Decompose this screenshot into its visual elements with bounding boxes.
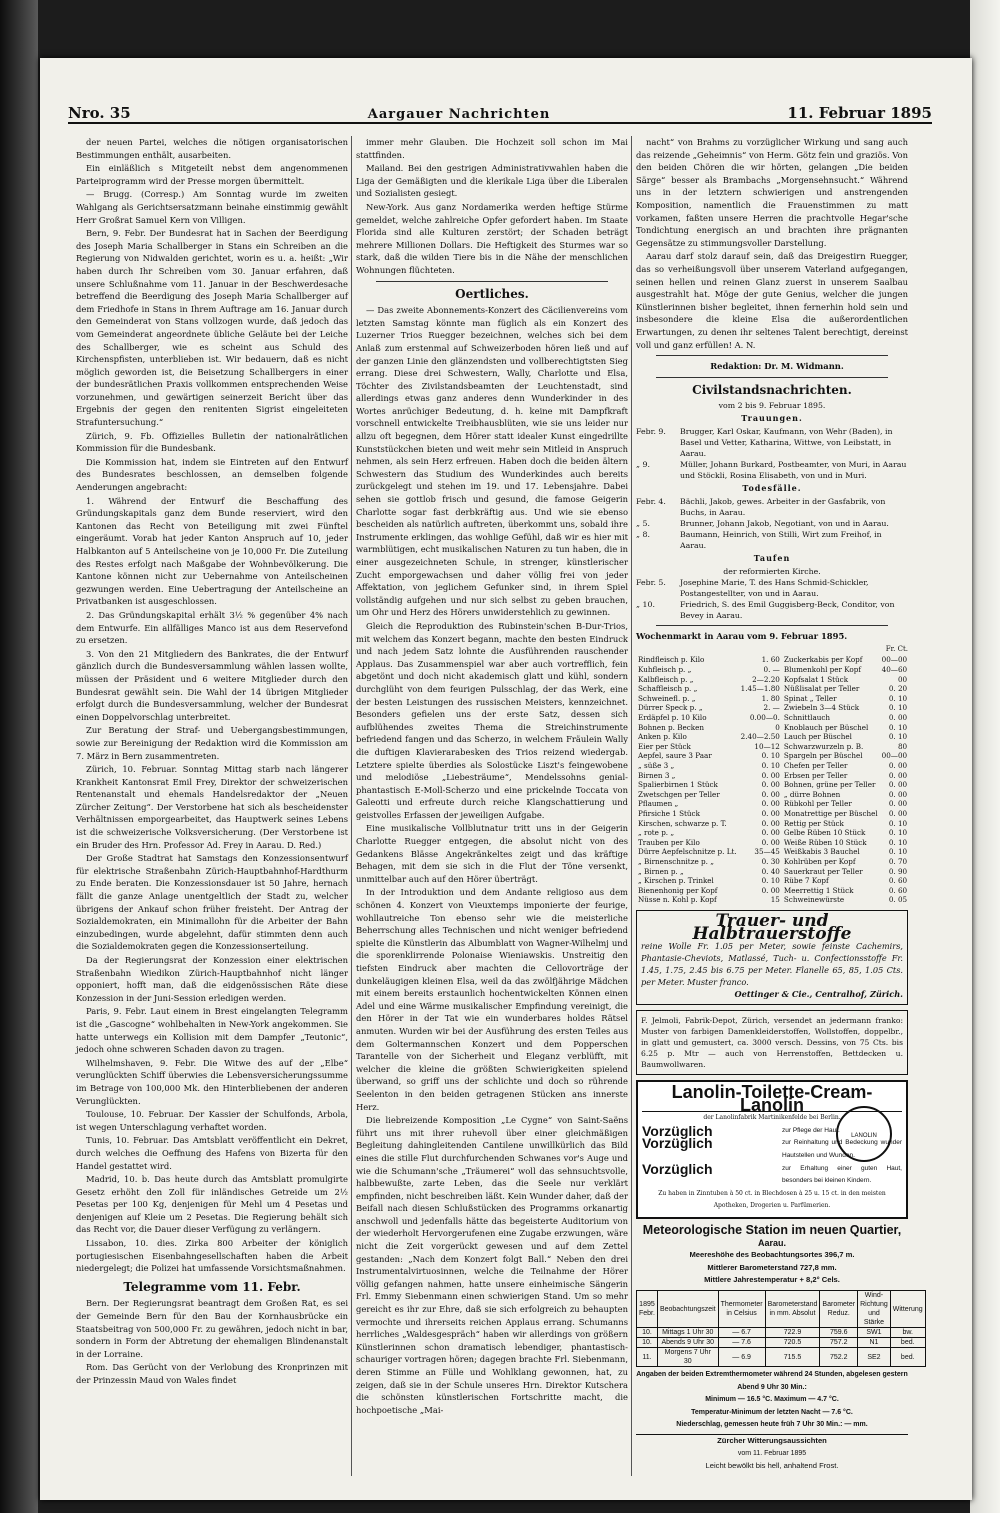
meteo-cell: 715.5 [765, 1348, 820, 1367]
article-paragraph: Wilhelmshaven, 9. Febr. Die Witwe des auf der „Elbe“ verunglückten Schiff überwies die Lebensversicherungssumme im Betrage von 100,000 Mk. den Hinterbliebenen der anderen Verunglückten. [76, 1057, 348, 1106]
markt-row [636, 857, 909, 867]
meteo-footer: Niederschlag, gemessen heute früh 7 Uhr 30 Min.: — mm. [676, 1421, 868, 1429]
meteo-row [637, 1338, 926, 1348]
markt-price: 0. 00 [888, 789, 908, 799]
markt-item: Kuhfleisch p. „ [638, 665, 692, 675]
markt-price: 1. 80 [761, 693, 780, 703]
markt-price: 0. 60 [888, 885, 908, 895]
markt-price: 35—45 [754, 847, 780, 857]
issue-date: 11. Februar 1895 [787, 104, 932, 122]
markt-item: Rindfleisch p. Kilo [638, 655, 705, 665]
lanolin-title: Lanolin-Toilette-Cream-Lanolin [642, 1086, 902, 1112]
meteo-row [637, 1348, 926, 1367]
newspaper-title: Aargauer Nachrichten [367, 107, 551, 122]
markt-row [636, 732, 909, 742]
column-rule [351, 136, 352, 1476]
oertliches-heading: Oertliches. [455, 286, 529, 301]
markt-item: Zuckerkabis per Kopf [783, 655, 863, 665]
meteo-cell: bw. [890, 1328, 925, 1338]
markt-item: „ süße 3 „ [638, 761, 675, 770]
markt-price: 0. 00 [761, 799, 780, 809]
markt-price: 0. 10 [888, 732, 908, 742]
meteo-col-header: Witterung [890, 1291, 925, 1328]
civil-text: Bächli, Jakob, gewes. Arbeiter in der Gasfabrik, von Buchs, in Aarau. [680, 497, 886, 518]
markt-item: Kirschen, schwarze p. T. [638, 818, 727, 828]
issue-number: Nro. 35 [68, 104, 131, 122]
civil-entry [636, 529, 908, 551]
markt-item: Gelbe Rüben 10 Stück [783, 828, 866, 838]
civil-date: Febr. 9. [636, 427, 666, 437]
lanolin-desc: zur Pflege der Haut. [782, 1126, 840, 1134]
markt-row [636, 703, 909, 713]
markt-price: 0. 00 [888, 713, 908, 723]
article-paragraph: Gleich die Reproduktion des Rubinstein'schen B-Dur-Trios, mit welchem das Konzert begann, machte den besten Eindruck und nach jedem Satz lohnte die Ausführenden rauschender Applaus. Das Zusammenspiel war aber auch vortrefflich, fein abgetönt und doch nicht akademisch glatt und kühl, sondern durchglüht von dem feurigen Pulsschlag, der das Werk, eine der besten Leistungen des russischen Meisters, kennzeichnet. Besonders gefielen uns der erste Satz, dessen sich aufblühendes zweites Thema die Streichinstrumente befriedend fangen und das Scherzo, in welchem Fräulein Wally die duftigen Klavierarabesken des Trios reizend wiedergab. Letztere spielte überdies als Solostücke Liszt's feingewobene und melodiöse „Liebesträume“, Mendelssohns genial-phantastisch E-Moll-Scherzo und eine prickelnde Toccata von Galeotti und erfreute durch reiche Klangschattierung und geistvolles Erfassen der jeweiligen Aufgabe. [356, 620, 628, 820]
markt-row [636, 742, 909, 752]
meteo-cell: Abends 9 Uhr 30 [657, 1338, 718, 1348]
markt-price: 0. 00 [888, 808, 908, 818]
article-paragraph: Da der Regierungsrat der Konzession einer elektrischen Straßenbahn Wiedikon Zürich-Hauptbahnhof nicht länger opponiert, hofft man, daß die eidgenössischen Räte diese Konzession in der Juni-Session erledigen werden. [76, 955, 348, 1003]
markt-price: 0. 60 [888, 876, 908, 886]
markt-row [636, 723, 909, 733]
telegramme-heading: Telegramme vom 11. Febr. [123, 1279, 301, 1294]
markt-item: Birnen 3 „ [638, 770, 676, 780]
article-paragraph: Zürich, 10. Februar. Sonntag Mittag starb nach längerer Krankheit Kantonsrat Emil Frey, Direktor der schweizerischen Rentenanstalt und ehemals Handelsredaktor der „Neuen Zürcher Zeitung“. Der Verstorbene hat sich als bescheidenster Verhältnissen emporgearbeitet, das Hauptwerk seines Lebens ist die schweizerische Volksversicherung. (Der Verstorbene ist ein Bruder des Hrn. Professor Ad. Frey in Aarau. D. Red.) [76, 764, 348, 850]
lanolin-footer: Zu haben in Zinntuben à 50 ct. in Blechdosen à 25 u. 15 ct. in den meisten Apotheken, Drogerien u. Parfümerien. [658, 1189, 886, 1210]
meteo-cell: Mittags 1 Uhr 30 [657, 1328, 718, 1338]
section-divider [656, 355, 888, 356]
markt-row [636, 867, 909, 877]
civil-text: Müller, Johann Burkard, Postbeamter, von Muri, in Aarau und Stöckli, Rosina Elisabeth, von und in Muri. [680, 460, 907, 481]
markt-row [636, 819, 909, 829]
lanolin-desc: zur Reinhaltung und Bedeckung wunder Hautstellen und Wunden. [782, 1139, 902, 1160]
lanolin-seal-icon: LANOLIN [836, 1106, 892, 1162]
lanolin-desc: zur Erhaltung einer guten Haut, besonders bei kleinen Kindern. [782, 1164, 902, 1185]
markt-price: 0. 05 [888, 895, 908, 905]
meteo-forecast-date: vom 11. Februar 1895 [737, 1449, 807, 1457]
markt-price: 0. 10 [888, 703, 908, 713]
markt-item: Pflaumen „ [638, 799, 679, 809]
markt-item: Kopfsalat 1 Stück [783, 674, 849, 684]
meteo-row [637, 1328, 926, 1338]
markt-item: Meerrettig 1 Stück [783, 885, 854, 895]
meteo-cell: Morgens 7 Uhr 30 [657, 1348, 718, 1367]
meteo-footer: Minimum — 16.5 °C. Maximum — 4.7 °C. [705, 1396, 839, 1404]
article-paragraph: nacht“ von Brahms zu vorzüglicher Wirkung und sang auch das reizende „Geheimnis“ von Herm. Götz fein und graziös. Von den beiden Chören die wir hörten, gelangen „Die beiden Särge“ besser als Brambachs „Morgensehnsucht.“ Während uns in der letztern schwierigen und anstrengenden Komposition, namentlich die Frauenstimmen zu matt vorkamen, faßten unsere Herren die prachtvolle Hegar'sche Tondichtung energisch an und brachten ihre prägnanten Gegensätze zu stimmungsvoller Darstellung. [636, 137, 908, 248]
markt-price: 2.40—2.50 [740, 732, 780, 742]
markt-row [636, 761, 909, 771]
markt-price: 0. 00 [761, 828, 780, 838]
meteo-cell: 759.6 [820, 1328, 858, 1338]
civil-date: „ 9. [636, 460, 650, 470]
column-1 [76, 136, 348, 1476]
article-paragraph: Bern, 9. Febr. Der Bundesrat hat in Sachen der Beerdigung des Joseph Maria Schallberger in Stans ein Schreiben an die Regierung von Nidwalden gerichtet, worin es u. a. heißt: „Wir haben durch Ihr Schreiben vom 30. Januar erfahren, daß unsere Schlußnahme vom 11. Januar in der Beschwerdesache betreffend die Beerdigung des Joseph Maria Schallberger auf dem Friedhofe in Stans in Ihrem Auftrage am 16. Januar durch den Gemeinderat von Stans vollzogen wurde, daß jedoch das vom Gemeinderat angeordnete übliche Geläute bei der Leiche des Schallberger, wie es scheint aus Schuld des Kirchenspfisten, unterblieben ist. Wir bedauern, daß es nicht möglich geworden ist, die Beisetzung Schallbergers in einer der bundesrätlichen Praxis vollkommen entsprechenden Weise vorzunehmen, und gewärtigen seinerzeit Bericht über das Ergebnis der gegen den renitenten Sigrist eingeleiteten Strafuntersuchung.“ [76, 228, 348, 428]
column-3 [636, 136, 923, 1476]
civilstand-section [636, 400, 908, 621]
markt-price: 1.45—1.80 [740, 684, 780, 694]
civil-date: „ 10. [636, 600, 655, 610]
markt-row [636, 886, 909, 896]
article-paragraph: 2. Das Gründungskapital erhält 3½ % gegenüber 4% nach dem Entwurfe. Ein allfälliges Manco ist aus dem Reservefond zu ersetzen. [76, 609, 348, 646]
markt-item: „ Birnenschnitze p. „ [638, 856, 714, 866]
markt-item: Rübkohl per Teller [783, 799, 852, 809]
markt-price: 10—12 [754, 741, 780, 751]
meteo-cell: 10. [637, 1338, 658, 1348]
markt-price: 0. 00 [761, 780, 780, 790]
markt-price: 0. 00 [761, 837, 780, 847]
markt-price: 0. 00 [761, 885, 780, 895]
civil-entry [636, 577, 908, 599]
meteo-line: Mittlerer Barometerstand 727,8 mm. [707, 1262, 837, 1272]
meteo-heading: Meteorologische Station im neuen Quartier, [642, 1223, 902, 1238]
meteo-line: Meereshöhe des Beobachtungsortes 396,7 m. [689, 1250, 855, 1260]
meteo-cell: bed. [890, 1338, 925, 1348]
article-paragraph: Die liebreizende Komposition „Le Cygne“ von Saint-Saëns führt uns mit ihrer ruhevoll über einer gleichmäßigen Begleitung dahingleitenden Cantilene unwillkürlich das Bild eines die stille Flut durchfurchenden Schwanes vor's Auge und wie die Schumann'sche „Träumerei“ woll das sehnsuchtsvolle, halbbewußte, zarte Leben, das die Seele nur verklärt empfinden, nicht beschreiben läßt. Kein Wunder daher, daß der Beifall nach diesen Schlußstücken des Programms orkanartig anschwoll und jedenfalls hätte das begeisterte Auditorium von der wiederholt Hervorgerufenen eine Zugabe erzwungen, wäre nicht die Zeit vorgerückt gewesen und auf dem Zettel gestanden: „Nach dem Konzert folgt Ball.“ Neben den drei Instrumentalvirtuosinnen, welche die Teilnahme der Hörer völlig gefangen nahmen, hatte unsere einheimische Sängerin Frl. Emmy Siebenmann einen schwierigen Stand. Um so mehr gereicht es ihr zur Ehre, daß sie sich erfolgreich zu behaupten vermochte und ihrerseits reichen Applaus errang. Schumanns herrliches „Waldesgespräch“ haben wir allerdings von größern Künstlerinnen schon dramatisch lebendiger, phantastisch-schauriger vortragen hören; dagegen brachte Frl. Siebenmann, deren Stimme an Fülle und Wohlklang gewonnen, hat, zu zeigen, daß sie in der Schule unseres Hrn. Direktor Kutschera die schönsten künstlerischen Fortschritte macht, die hochpoetische „Mai- [356, 1115, 628, 1415]
civilstand-range: vom 2 bis 9. Februar 1895. [718, 401, 826, 411]
meteo-cell: — 6.7 [718, 1328, 765, 1338]
markt-item: Dürrer Speck p. „ [638, 703, 703, 713]
markt-item: Erbsen per Teller [783, 770, 848, 780]
meteo-cell: 722.9 [765, 1328, 820, 1338]
column-rule [631, 136, 632, 1476]
meteo-col-header: Wind-Richtung und Stärke [858, 1291, 891, 1328]
trauerstoffe-ad [636, 910, 908, 1005]
ad-body: reine Wolle Fr. 1.05 per Meter, sowie feinste Cachemirs, Phantasie-Cheviots, Matlassé, Tuch- u. Confectionsstoffe Fr. 1.45, 1.75, 2.45 bis 6.75 per Meter. Flanelle 65, 85, 1.05 Cts. per Meter. Muster franco. [641, 941, 903, 988]
jelmoli-ad: F. Jelmoli, Fabrik-Depot, Zürich, versendet an jedermann franko: Muster von farbigen Damenkleiderstoffen, Wollstoffen, doppelbr., in glatt und gemustert, ca. 3000 versch. Dessins, von 75 Cts. bis 6.25 p. Mtr — auch von Herrenstoffen, Bettdecken u. Baumwollwaren. [636, 1010, 908, 1075]
lanolin-word: Vorzüglich [642, 1135, 713, 1152]
markt-item: Bohnen, grüne per Teller [783, 780, 876, 790]
markt-price: 0. 10 [761, 751, 780, 761]
markt-item: Erdäpfel p. 10 Kilo [638, 713, 707, 723]
telegram-item: Rom. Das Gerücht von der Verlobung des Kronprinzen mit der Prinzessin Maud von Wales findet [76, 1362, 348, 1385]
markt-item: Spalierbirnen 1 Stück [638, 780, 718, 790]
civil-date: Febr. 5. [636, 578, 666, 588]
meteo-cell: N1 [858, 1338, 891, 1348]
article-paragraph: Eine musikalische Vollblutnatur tritt uns in der Geigerin Charlotte Ruegger entgegen, die absolut nicht von des Gedankens Blässe Angekränkeltes zeigt und das kräftige Behagen, mit dem sie sich in die Flut der Töne versenkt, unmittelbar auch auf den Hörer überträgt. [356, 823, 628, 884]
lanolin-line [642, 1160, 902, 1188]
trauungen-label: Trauungen. [741, 413, 803, 424]
meteo-col-header: Beobachtungszeit [657, 1291, 718, 1328]
markt-item: „ Birnen p. „ [638, 866, 684, 876]
markt-table [636, 655, 909, 904]
telegram-item: Bern. Der Regierungsrat beantragt dem Großen Rat, es sei der Gemeinde Bern für den Bau der Kornhausbrücke ein Staatsbeitrag von 500,000 Fr. zu gewähren, jedoch nicht in bar, sondern in Form der Abtretung der ehemaligen Blindenanstalt in der Lorraine. [76, 1298, 348, 1359]
markt-item: Kalbfleisch p. „ [638, 674, 694, 684]
article-paragraph: Ein einläßlich s Mitgeteilt nebst dem angenommenen Parteiprogramm wird der Presse morgen übermittelt. [76, 163, 348, 186]
markt-item: Schweinefl. p. „ [638, 693, 696, 703]
markt-price: 0. 10 [888, 837, 908, 847]
markt-price: 15 [770, 895, 780, 905]
civil-text: Brugger, Karl Oskar, Kaufmann, von Wehr (Baden), in Basel und Vetter, Katharina, Wittwe, von Leibstatt, in Aarau. [680, 427, 893, 459]
meteo-cell: — 6.9 [718, 1348, 765, 1367]
civil-entry [636, 459, 908, 481]
markt-item: Knoblauch per Büschel [783, 722, 869, 732]
markt-price: 0. 70 [888, 856, 908, 866]
markt-row [636, 665, 909, 675]
meteo-cell: SW1 [858, 1328, 891, 1338]
lanolin-word: Vorzüglich [642, 1160, 713, 1177]
markt-price: 0. 00 [761, 808, 780, 818]
markt-item: Zwiebeln 3—4 Stück [783, 703, 860, 713]
markt-price: 1. 60 [761, 655, 780, 665]
meteo-col-header: 1895 Febr. [637, 1291, 658, 1328]
markt-price: 0. 20 [888, 684, 908, 694]
markt-price: 0. 10 [888, 847, 908, 857]
article-paragraph: Paris, 9. Febr. Laut einem in Brest eingelangten Telegramm ist die „Gascogne“ wohlbehalten in New-York angekommen. Sie hatte unterwegs ein Kollision mit dem Dampfer „Teutonic“, jedoch ohne schweren Schaden davon zu tragen. [76, 1006, 348, 1055]
civil-text: Baumann, Heinrich, von Stilli, Wirt zum Freihof, in Aarau. [680, 530, 882, 551]
markt-price: 0. 10 [888, 693, 908, 703]
markt-row [636, 675, 909, 685]
page-edge [970, 0, 1000, 1513]
article-paragraph: — Brugg. (Corresp.) Am Sonntag wurde im zweiten Wahlgang als Gerichtsersatzmann beinahe einstimmig gewählt Herr Großrat Samuel Kern von Villigen. [76, 189, 348, 225]
markt-price: 2—2.20 [752, 674, 780, 684]
markt-price: 0. 00 [888, 780, 908, 790]
meteo-cell: 720.5 [765, 1338, 820, 1348]
markt-item: Weißkabis 3 Bauchel [783, 847, 860, 857]
markt-item: Chefen per Teller [783, 761, 848, 770]
markt-item: Schaffleisch p. „ [638, 684, 698, 694]
markt-price: 00—00 [881, 751, 908, 761]
article-paragraph: Lissabon, 10. dies. Zirka 800 Arbeiter der königlich portugiesischen Eisenbahngesellschaften haben die Arbeit niedergelegt; die Polizei hat umfassende Vorsichtsmaßnahmen. [76, 1238, 348, 1274]
article-paragraph: Toulouse, 10. Februar. Der Kassier der Schulfonds, Arbola, ist wegen Unterschlagung verhaftet worden. [76, 1109, 348, 1132]
article-paragraph: der neuen Partei, welches die nötigen organisatorischen Bestimmungen enthält, ausarbeiten. [76, 137, 348, 160]
article-paragraph: Mailand. Bei den gestrigen Administrativwahlen haben die Liga der Gemäßigten und die klerikale Liga über die Liberalen und Sozialisten gesiegt. [356, 163, 628, 199]
meteo-place: Aarau. [757, 1237, 786, 1248]
markt-item: Lauch per Büschel [783, 732, 852, 742]
markt-price: 0. 10 [761, 761, 780, 770]
redaktion-line: Redaktion: Dr. M. Widmann. [710, 361, 844, 372]
section-divider [376, 281, 608, 282]
civil-date: Febr. 4. [636, 497, 666, 507]
markt-price: 2. — [763, 703, 780, 713]
markt-row [636, 684, 909, 694]
markt-price: 00—00 [881, 655, 908, 665]
markt-row [636, 799, 909, 809]
markt-price: 0. 10 [888, 818, 908, 828]
markt-row [636, 809, 909, 819]
taufen-label: Taufen [753, 553, 791, 564]
civilstand-heading: Civilstandsnachrichten. [692, 382, 852, 397]
article-paragraph: Die Kommission hat, indem sie Eintreten auf den Entwurf des Bundesrates beschlossen, an demselben folgende Aenderungen angebracht: [76, 456, 348, 493]
markt-row [636, 751, 909, 761]
markt-price: 0. 10 [888, 722, 908, 732]
masthead [68, 100, 932, 124]
markt-item: Pfirsiche 1 Stück [638, 808, 700, 818]
lanolin-word: Vorzüglich [642, 1122, 713, 1139]
markt-price: 0. 00 [761, 789, 780, 799]
markt-item: Schweinewürste [783, 895, 845, 905]
markt-item: Monatrettige per Büschel [783, 808, 878, 818]
markt-price: 0.00—0. [749, 713, 780, 723]
markt-row [636, 876, 909, 886]
article-paragraph: Tunis, 10. Februar. Das Amtsblatt veröffentlicht ein Dekret, durch welches die Oeffnung des Hafens von Bizerta für den Handel gestattet wird. [76, 1135, 348, 1171]
article-paragraph: Der Große Stadtrat hat Samstags den Konzessionsentwurf für elektrische Straßenbahn Zürich-Hauptbahnhof-Hardthurm zu Ende beraten. Die Konzessionsdauer ist 50 Jahre, hernach fällt die ganze Anlage unentgeltlich der Stadt zu, welcher übrigens der Ankauf schon früher freisteht. Der Antrag der Sozialdemokraten, ein Minimallohn für die Arbeiter der Bahn einzubedingen, wurde abgelehnt, dafür stimmten denn auch die Sozialdemokraten gegen die Konzessionserteilung. [76, 853, 348, 952]
taufen-sub: der reformierten Kirche. [723, 567, 821, 577]
markt-item: Dürre Aepfelschnitze p. Lt. [638, 847, 737, 857]
markt-row [636, 847, 909, 857]
markt-item: „ Kirschen p. Trinkel [638, 876, 714, 886]
markt-row [636, 713, 909, 723]
markt-item: Aepfel, saure 3 Paar [638, 751, 712, 761]
lanolin-ad [636, 1080, 908, 1219]
markt-row [636, 771, 909, 781]
markt-item: Spargeln per Büschel [783, 751, 863, 761]
article-paragraph: In der Introduktion und dem Andante religioso aus dem schönen 4. Konzert von Vieuxtemps imponierte der feurige, wohllautreiche Ton ebenso sehr wie die meisterliche Beherrschung alles Technischen und nicht weniger befriedend spielte die Künstlerin das Albumblatt von Wagner-Wilhelmj und die sporenklirrende Polonaise Wieniawskis. Unstreitig den tiefsten Eindruck aber machten die Cellovorträge der dunkeläugigen kleinen Elsa, weil da das zwölfjährige Mädchen mit einem bereits erstaunlich hochentwickelten Können einen Adel und eine Wärme musikalischer Empfindung vereinigt, die den Hörer in der Tat wie ein wunderbares holdes Rätsel anmuten. Wurden wir bei der Ausführung des ersten Teiles aus dem Goltermannschen Konzert und dem Popperschen Tarantelle von der Sicherheit und Eleganz verblüfft, mit welcher die kleine die größten Schwierigkeiten spielend überwand, so griff uns der schlichte und doch so rührende Seelenton in den beiden getragenen Stücken ans innerste Herz. [356, 887, 628, 1112]
markt-row [636, 655, 909, 665]
markt-price: 0. 00 [761, 818, 780, 828]
markt-price: 00 [897, 674, 908, 684]
markt-price: 0. — [763, 665, 780, 675]
markt-price: 40—60 [881, 665, 908, 675]
markt-item: Zwetschgen per Teller [638, 789, 720, 799]
book-binding [0, 0, 38, 1513]
markt-row [636, 895, 909, 905]
markt-price: 0 [775, 722, 780, 732]
civil-text: Josephine Marie, T. des Hans Schmid-Schickler, Postangestellter, von und in Aarau. [680, 578, 869, 599]
markt-item: Sauerkraut per Teller [783, 866, 863, 876]
column-2 [356, 136, 628, 1476]
markt-price: 0. 90 [888, 866, 908, 876]
markt-item: Weiße Rüben 10 Stück [783, 837, 867, 847]
markt-item: Rübe 7 Kopf [783, 876, 829, 886]
markt-item: Anken p. Kilo [638, 732, 687, 742]
markt-price: 80 [897, 741, 908, 751]
meteo-footer: Angaben der beiden Extremthermometer während 24 Stunden, abgelesen gestern Abend 9 Uhr 30 Min.: [636, 1371, 908, 1391]
meteo-col-header: Barometerstand in mm. Absolut [765, 1291, 820, 1328]
civil-text: Brunner, Johann Jakob, Negotiant, von und in Aarau. [680, 519, 889, 529]
markt-price: 0. 00 [888, 761, 908, 770]
markt-heading: Wochenmarkt in Aarau vom 9. Februar 1895. [636, 631, 848, 642]
article-paragraph: Zur Beratung der Straf- und Uebergangsbestimmungen, sowie zur Bereinigung der Redaktion wird die Kommission am 7. März in Bern zusammentreten. [76, 725, 348, 761]
meteo-cell: 11. [637, 1348, 658, 1367]
meteo-section [636, 1223, 923, 1473]
markt-item: Bienenhonig per Kopf [638, 885, 718, 895]
markt-row [636, 828, 909, 838]
civil-entry [636, 599, 908, 621]
article-paragraph: New-York. Aus ganz Nordamerika werden heftige Stürme gemeldet, welche zahlreiche Opfer gefordert haben. Im Staate Florida sind alle Kulturen zerstört; der Schaden beträgt mehrere Millionen Dollars. Die Heftigkeit des Sturmes war so stark, daß die wilden Tiere bis in die Nähe der menschlichen Wohnungen flüchteten. [356, 201, 628, 275]
meteo-cell: bed. [890, 1348, 925, 1367]
markt-price: 0. 00 [761, 770, 780, 780]
article-paragraph: immer mehr Glauben. Die Hochzeit soll schon im Mai stattfinden. [356, 137, 628, 160]
markt-item: Spinat „ Teller [783, 693, 837, 703]
markt-item: Bohnen p. Becken [638, 722, 705, 732]
markt-price: 0. 10 [761, 876, 780, 886]
markt-item: Kohlrüben per Kopf [783, 856, 856, 866]
civil-entry [636, 426, 908, 459]
markt-row [636, 780, 909, 790]
markt-price: 0. 00 [888, 799, 908, 809]
markt-row [636, 790, 909, 800]
meteo-forecast-title: Zürcher Witterungsaussichten [636, 1434, 908, 1448]
meteo-cell: 10. [637, 1328, 658, 1338]
meteo-cell: 757.2 [820, 1338, 858, 1348]
ad-firm: Oettinger & Cie., Centralhof, Zürich. [734, 989, 903, 1000]
meteo-footer: Temperatur-Minimum der letzten Nacht — 7.6 °C. [691, 1408, 853, 1416]
article-paragraph: Aarau darf stolz darauf sein, daß das Dreigestirn Ruegger, das so verheißungsvoll über unserem Vaterland aufgegangen, seinen hellen und reinen Glanz zuerst in unserem Saalbau ausgestrahlt hat. Möge der gute Genius, welcher die jungen Künstlerinnen bisher begleitet, ihnen fernerhin hold sein und insbesondere die kleine Elsa die außerordentlichen Erwartungen, zu denen ihr seltenes Talent berechtigt, dereinst voll und ganz erfüllen! A. N. [636, 251, 908, 350]
markt-item: „ rote p. „ [638, 828, 675, 838]
meteo-table [636, 1290, 926, 1367]
article-paragraph: — Das zweite Abonnements-Konzert des Cäcilienvereins vom letzten Samstag könnte man füglich als ein Konzert des Luzerner Trios Ruegger bezeichnen, welches sich bei dem Anlaß zum erstenmal auf Schweizerboden hören ließ und auf der ganzen Linie den glänzendsten und vollberechtigtsten Sieg errang. Diese drei Schwestern, Wally, Charlotte und Elsa, Töchter des Zivilstandsbeamten der Leuchtenstadt, sind allerdings etwas ganz anderes denn Wunderkinder in des Wortes anrüchiger Bedeutung, d. h. keine mit Dampfkraft vorschnell entwickelte Treibhausblüten, wie sie uns leider nur allzu oft begegnen, dem Hörer statt idealer Kunst eingedrillte Kunststückchen bieten und weit mehr sein Mitleid in Anspruch nehmen, als sein Herz erfreuen. Haben doch die beiden ältern Schwestern das Studium des Wunderkindes auch bereits zurückgelegt und stehen im 19. und 17. Lebensjahre. Dabei sehen sie gottlob frisch und gesund, die famose Geigerin Charlotte sogar fast derbkräftig aus. Und wie sie ebenso bescheiden als natürlich auftreten, überkommt uns, sobald ihre Instrumente erklingen, das wohlige Gefühl, daß wir es hier mit warmblütigen, echt musikalischen Naturen zu tun haben, die in einer ausgezeichneten Schule, in strenger, künstlerischer Zucht emporgewachsen und daher völlig frei von jeder Affektation, von jeglichem Gefunker sind, in ihrem Spiel vollständig aufgehen und nur sich selbst zu geben brauchen, um Ohr und Herz des Hörers unwiderstehlich zu gewinnen. [356, 305, 628, 618]
markt-currency: Fr. Ct. [885, 644, 908, 653]
newspaper-page [40, 58, 972, 1500]
markt-price: 0. 30 [761, 856, 780, 866]
markt-price: 0. 00 [888, 770, 908, 780]
meteo-cell: 752.2 [820, 1348, 858, 1367]
markt-price: 0. 40 [761, 866, 780, 876]
civil-entry [636, 496, 908, 518]
markt-item: Eier per Stück [638, 741, 691, 751]
article-paragraph: Zürich, 9. Fb. Offizielles Bulletin der nationalrätlichen Kommission für die Bundesbank. [76, 430, 348, 454]
meteo-cell: SE2 [858, 1348, 891, 1367]
markt-row [636, 838, 909, 848]
markt-item: Trauben per Kilo [638, 837, 700, 847]
meteo-forecast-text: Leicht bewölkt bis hell, anhaltend Frost. [705, 1461, 839, 1471]
markt-row [636, 694, 909, 704]
markt-item: Nüsse n. Kohl p. Kopf [638, 895, 717, 905]
section-divider [656, 625, 888, 626]
article-paragraph: 3. Von den 21 Mitgliedern des Bankrates, die der Entwurf gänzlich durch die Bundesversammlung wählen lassen wollte, müssen der Präsident und 6 weitere Mitglieder durch den Bundesrat gewählt sein. Die Wahl der 14 übrigen Mitglieder erfolgt durch die Bundesversammlung, welcher der Bundesrat einen Doppelvorschlag unterbreitet. [76, 648, 348, 722]
meteo-line: Mittlere Jahrestemperatur + 8,2° Cels. [704, 1275, 840, 1285]
civil-entry [636, 518, 908, 529]
meteo-cell: — 7.6 [718, 1338, 765, 1348]
markt-item: Schwarzwurzeln p. B. [783, 741, 864, 751]
meteo-col-header: Thermometer in Celsius [718, 1291, 765, 1328]
civil-date: „ 5. [636, 519, 650, 529]
civil-date: „ 8. [636, 530, 650, 540]
markt-item: Blumenkohl per Kopf [783, 665, 862, 675]
markt-item: Nüßlisalat per Teller [783, 684, 860, 694]
markt-item: „ dürre Bohnen [783, 789, 841, 799]
article-paragraph: 1. Während der Entwurf die Beschaffung des Gründungskapitals ganz dem Bunde reserviert, wird den Kantonen das Recht von Beteiligung mit zwei Fünftel eingeräumt. Vorab hat jeder Kanton Anspruch auf 10, jeder Halbkanton auf 5 Anteilscheine von je 10,000 Fr. Die Zuteilung des Restes erfolgt nach Maßgabe der Wohnbevölkerung. Die Kantone können nicht zur Uebernahme von Anteilscheinen gezwungen werden. Eine Uebertragung der Anteilscheine an Privatbanken ist ausgeschlossen. [76, 495, 348, 607]
markt-item: Rettig per Stück [783, 818, 844, 828]
article-paragraph: Madrid, 10. b. Das heute durch das Amtsblatt promulgirte Gesetz erhöht den Zoll für inländisches Getreide um 2½ Pesetas per 100 Kg, denjenigen für Mehl um 4 Pesetas und denjenigen auf Kleie um 2 Pesetas. Die Regierung behält sich das Recht vor, die Dauer dieser Verfügung zu verlängern. [76, 1174, 348, 1235]
markt-item: Schnittlauch [783, 713, 831, 723]
markt-price: 0. 10 [888, 828, 908, 838]
meteo-col-header: Barometer Reduz. [820, 1291, 858, 1328]
todesfaelle-label: Todesfälle. [742, 483, 802, 494]
civil-text: Friedrich, S. des Emil Guggisberg-Beck, Conditor, von Bevey in Aarau. [680, 600, 895, 621]
section-divider [656, 377, 888, 378]
lanolin-maker: der Lanolinfabrik Martinikenfelde bei Berlin. [703, 1114, 841, 1122]
ad-title: Trauer- und Halbtrauerstoffe [692, 910, 852, 944]
